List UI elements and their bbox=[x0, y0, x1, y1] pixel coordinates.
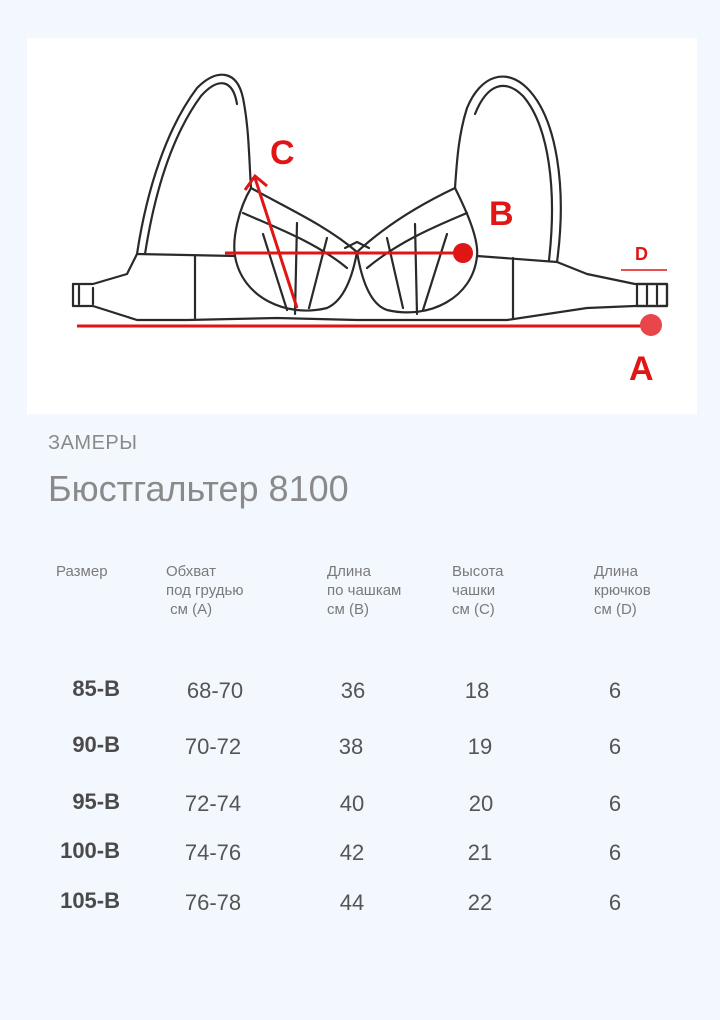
label-a: A bbox=[629, 350, 654, 388]
product-title: Бюстгальтер 8100 bbox=[48, 468, 349, 509]
cell-hook-length: 6 bbox=[608, 678, 622, 703]
point-a-marker bbox=[640, 314, 662, 336]
cell-underbust: 76-78 bbox=[184, 890, 242, 915]
row-size-label: 95-B bbox=[72, 789, 120, 814]
cell-cup-height: 21 bbox=[467, 840, 493, 865]
point-b-marker bbox=[453, 243, 473, 263]
cell-cup-height: 22 bbox=[467, 890, 493, 915]
cell-hook-length: 6 bbox=[608, 840, 622, 865]
cell-underbust: 74-76 bbox=[184, 840, 242, 865]
header-hook-length: Длина крючков см (D) bbox=[594, 563, 651, 618]
cell-cup-length: 40 bbox=[339, 791, 365, 816]
header-cup-length: Длина по чашкам см (B) bbox=[327, 563, 402, 618]
label-b: B bbox=[489, 195, 514, 233]
cell-underbust: 70-72 bbox=[184, 734, 242, 759]
header-underbust: Обхват под грудью см (A) bbox=[166, 563, 244, 618]
measure-line-c bbox=[255, 178, 297, 308]
cell-hook-length: 6 bbox=[608, 890, 622, 915]
cell-hook-length: 6 bbox=[608, 734, 622, 759]
section-caption: ЗАМЕРЫ bbox=[48, 432, 138, 454]
cell-cup-length: 44 bbox=[339, 890, 365, 915]
label-d: D bbox=[635, 244, 648, 264]
bra-outline-illustration bbox=[27, 38, 697, 414]
header-size: Размер bbox=[56, 563, 108, 580]
cell-hook-length: 6 bbox=[608, 791, 622, 816]
cell-cup-length: 36 bbox=[340, 678, 366, 703]
cell-cup-height: 19 bbox=[467, 734, 493, 759]
header-cup-height: Высота чашки см (C) bbox=[452, 563, 504, 618]
cell-cup-height: 18 bbox=[464, 678, 490, 703]
cell-underbust: 72-74 bbox=[184, 791, 242, 816]
cell-cup-length: 38 bbox=[338, 734, 364, 759]
cell-cup-length: 42 bbox=[339, 840, 365, 865]
row-size-label: 90-B bbox=[72, 732, 120, 757]
row-size-label: 85-B bbox=[72, 676, 120, 701]
row-size-label: 105-B bbox=[60, 888, 120, 913]
cell-underbust: 68-70 bbox=[186, 678, 244, 703]
label-c: C bbox=[270, 134, 295, 172]
cell-cup-height: 20 bbox=[468, 791, 494, 816]
row-size-label: 100-B bbox=[60, 838, 120, 863]
bra-measurement-diagram bbox=[27, 38, 697, 414]
